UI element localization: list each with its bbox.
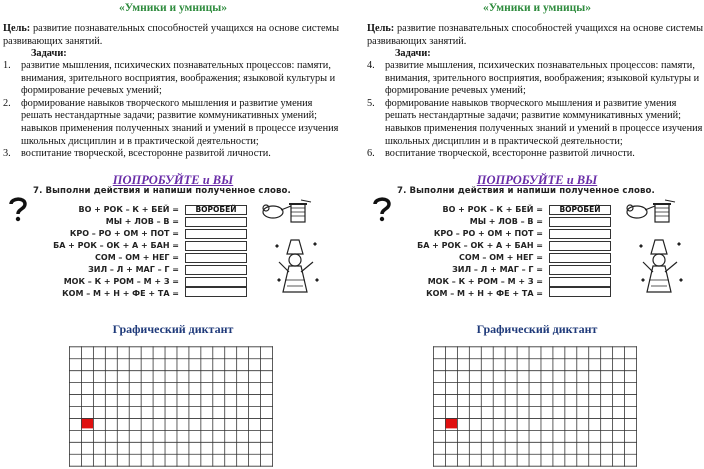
try-title: ПОПРОБУЙТЕ и ВЫ <box>112 173 234 187</box>
answer-box <box>185 253 247 263</box>
page-title: «Умники и умницы» <box>483 2 591 14</box>
equation: ВО + РОК – К + БЕЙ = <box>442 205 543 214</box>
word-exercise <box>7 186 337 298</box>
answer-box <box>549 241 611 251</box>
task-item <box>367 60 703 98</box>
task-number: 3. <box>3 148 11 160</box>
answer-box: ВОРОБЕЙ <box>549 205 611 215</box>
grid-title: Графический диктант <box>112 322 234 336</box>
task-number: 6. <box>367 148 375 160</box>
answer-box <box>549 217 611 227</box>
answer-box <box>549 287 611 297</box>
answer-box <box>185 265 247 275</box>
equation: СОМ – ОМ + НЕГ = <box>459 253 543 262</box>
question-mark-icon <box>371 196 393 222</box>
task-item <box>367 98 703 148</box>
question-mark-icon <box>7 196 29 222</box>
exercise-caption: 7. Выполни действия и напиши полученное слово. <box>397 186 655 196</box>
equation: КОМ – М + Н + ФЕ + ТА = <box>426 289 543 298</box>
equation: ВО + РОК – К + БЕЙ = <box>78 205 179 214</box>
start-cell <box>445 418 457 428</box>
answer-box <box>185 287 247 297</box>
try-title: ПОПРОБУЙТЕ и ВЫ <box>476 173 598 187</box>
tasks-heading: Задачи: <box>31 48 67 59</box>
equation: КОМ – М + Н + ФЕ + ТА = <box>62 289 179 298</box>
task-item <box>3 148 339 161</box>
task-text: формирование навыков творческого мышления и развитие умения решать нестандартные задачи; развитие коммуникативных умений; навыков применения полученных знаний и умений в процессе изучения школьных дисциплин и в практической деятельности; <box>385 97 703 147</box>
goal-text: развитие познавательных способностей учащихся на основе системы развивающих занятий. <box>3 23 339 47</box>
equation: СОМ – ОМ + НЕГ = <box>95 253 179 262</box>
equation: ЗИЛ – Л + МАГ – Г = <box>452 265 543 274</box>
tasks-list <box>3 60 339 161</box>
equation: МЫ + ЛОВ – В = <box>469 217 543 226</box>
answer-box <box>549 229 611 239</box>
equation: ЗИЛ – Л + МАГ – Г = <box>88 265 179 274</box>
goal-label: Цель: <box>367 23 395 34</box>
tasks-heading: Задачи: <box>395 48 431 59</box>
answer-box <box>185 241 247 251</box>
answer-box <box>549 265 611 275</box>
goal-paragraph <box>367 23 703 48</box>
magician-icon <box>633 236 687 296</box>
page-right <box>367 0 704 469</box>
equation: МОК – К + РОМ – М + З = <box>63 277 179 286</box>
equation: КРО – РО + ОМ + ПОТ = <box>69 229 179 238</box>
task-number: 4. <box>367 60 375 71</box>
answer-box <box>549 277 611 287</box>
task-text: развитие мышления, психических познавательных процессов: памяти, внимания, зрительного восприятия, воображения; языковой культуры и формирование речевых умений; <box>385 60 700 97</box>
task-number: 5. <box>367 97 375 109</box>
task-text: развитие мышления, психических познавательных процессов: памяти, внимания, зрительного восприятия, воображения; языковой культуры и формирование речевых умений; <box>21 60 336 97</box>
answer-box <box>185 277 247 287</box>
exercise-caption: 7. Выполни действия и напиши полученное слово. <box>33 186 291 196</box>
sparrow-on-bucket-icon <box>261 198 315 226</box>
equation: МОК – К + РОМ – М + З = <box>427 277 543 286</box>
answer-box <box>549 253 611 263</box>
dictation-grid <box>69 344 273 469</box>
dictation-grid <box>433 344 637 469</box>
tasks-list <box>367 60 703 161</box>
task-number: 1. <box>3 60 11 71</box>
start-cell <box>81 418 93 428</box>
goal-label: Цель: <box>3 23 31 34</box>
goal-paragraph <box>3 23 339 48</box>
task-text: воспитание творческой, всесторонне развитой личности. <box>385 148 635 160</box>
equation: КРО – РО + ОМ + ПОТ = <box>433 229 543 238</box>
task-text: формирование навыков творческого мышления и развитие умения решать нестандартные задачи; развитие коммуникативных умений; навыков применения полученных знаний и умений в процессе изучения школьных дисциплин и в практической деятельности; <box>21 97 339 147</box>
task-text: воспитание творческой, всесторонне развитой личности. <box>21 148 271 160</box>
equation: БА + РОК – ОК + А + БАН = <box>53 241 179 250</box>
word-exercise <box>371 186 701 298</box>
goal-text: развитие познавательных способностей учащихся на основе системы развивающих занятий. <box>367 23 703 47</box>
equation: БА + РОК – ОК + А + БАН = <box>417 241 543 250</box>
answer-box: ВОРОБЕЙ <box>185 205 247 215</box>
sparrow-on-bucket-icon <box>625 198 679 226</box>
answer-box <box>185 229 247 239</box>
grid-title: Графический диктант <box>476 322 598 336</box>
page-title: «Умники и умницы» <box>119 2 227 14</box>
equation: МЫ + ЛОВ – В = <box>105 217 179 226</box>
task-item <box>367 148 703 161</box>
task-item <box>3 98 339 148</box>
task-number: 2. <box>3 97 11 109</box>
page-left <box>3 0 343 469</box>
answer-box <box>185 217 247 227</box>
magician-icon <box>269 236 323 296</box>
task-item <box>3 60 339 98</box>
